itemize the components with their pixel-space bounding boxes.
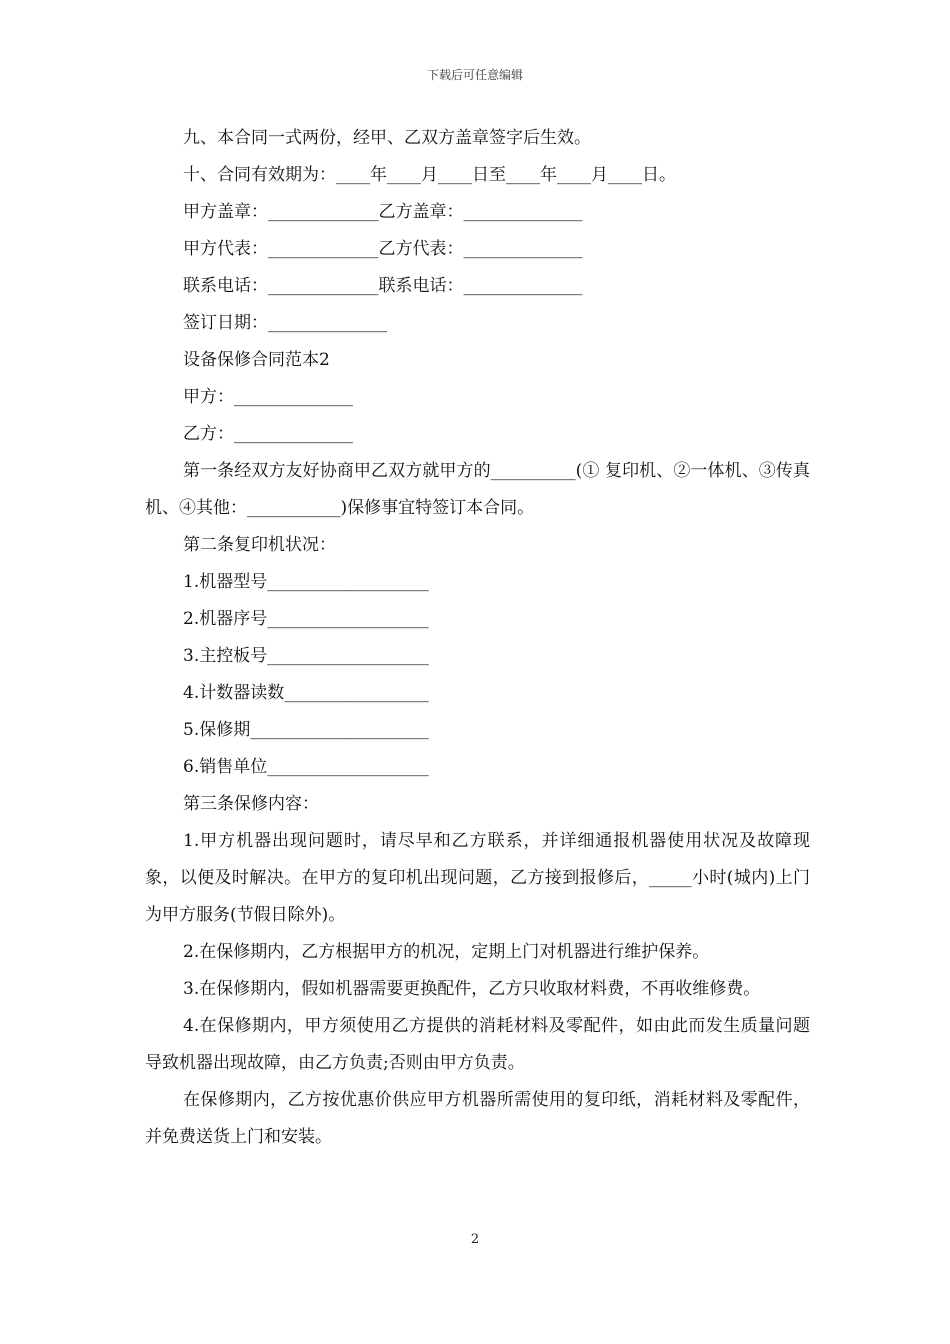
section-title: 设备保修合同范本2 bbox=[183, 350, 330, 370]
clause-ten-validity: 十、合同有效期为：____年____月____日至____年____月____日。 bbox=[183, 165, 676, 185]
seal-line: 甲方盖章：_____________乙方盖章：______________ bbox=[183, 202, 583, 222]
representative-line: 甲方代表：_____________乙方代表：______________ bbox=[183, 239, 583, 259]
sign-date-line: 签订日期：______________ bbox=[183, 313, 387, 333]
party-a-line: 甲方：______________ bbox=[183, 387, 353, 407]
paragraph: 2.在保修期内，乙方根据甲方的机况，定期上门对机器进行维护保养。 bbox=[183, 942, 710, 962]
page-number: 2 bbox=[470, 1232, 480, 1247]
article-three-title: 第三条保修内容： bbox=[183, 794, 319, 814]
page-header-note: 下载后可任意编辑 bbox=[426, 68, 523, 82]
paragraph: 1.甲方机器出现问题时，请尽早和乙方联系，并详细通报机器使用状况及故障现象，以便及时解决。在甲方的复印机出现问题，乙方接到报修后，_____小时(城内)上门为甲方服务(节假日除外)。 bbox=[145, 831, 810, 925]
party-b-line: 乙方：______________ bbox=[183, 424, 353, 444]
machine-item: 3.主控板号___________________ bbox=[183, 646, 429, 666]
paragraph: 4.在保修期内，甲方须使用乙方提供的消耗材料及零配件，如由此而发生质量问题导致机器出现故障，由乙方负责;否则由甲方负责。 bbox=[145, 1016, 810, 1073]
paragraph: 在保修期内，乙方按优惠价供应甲方机器所需使用的复印纸，消耗材料及零配件，并免费送货上门和安装。 bbox=[145, 1090, 810, 1147]
article-one: 第一条经双方友好协商甲乙双方就甲方的__________(① 复印机、②一体机、③传真机、④其他：___________)保修事宜特签订本合同。 bbox=[145, 461, 810, 518]
article-two-title: 第二条复印机状况： bbox=[183, 535, 336, 555]
clause-nine: 九、本合同一式两份，经甲、乙双方盖章签字后生效。 bbox=[183, 128, 591, 148]
document-body bbox=[145, 120, 810, 1156]
machine-item: 2.机器序号___________________ bbox=[183, 609, 429, 629]
machine-item: 6.销售单位___________________ bbox=[183, 757, 429, 777]
machine-item: 4.计数器读数_________________ bbox=[183, 683, 429, 703]
phone-line: 联系电话：_____________联系电话：______________ bbox=[183, 276, 583, 296]
machine-item: 1.机器型号___________________ bbox=[183, 572, 429, 592]
machine-item: 5.保修期_____________________ bbox=[183, 720, 429, 740]
paragraph: 3.在保修期内，假如机器需要更换配件，乙方只收取材料费，不再收维修费。 bbox=[183, 979, 761, 999]
